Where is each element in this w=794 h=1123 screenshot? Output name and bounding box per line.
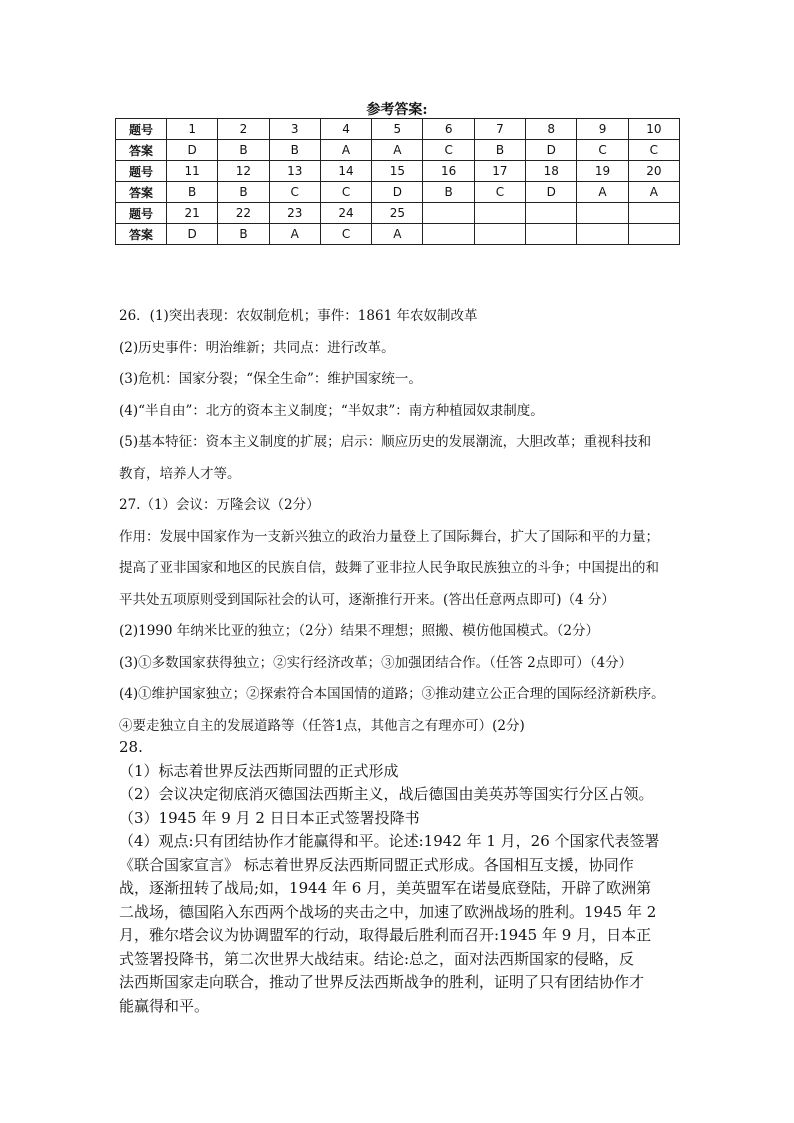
table-cell: 11 bbox=[167, 161, 218, 182]
table-cell: D bbox=[167, 140, 218, 161]
answer-line: 教育，培养人才等。 bbox=[119, 465, 241, 482]
answer-line: (4)“半自由”：北方的资本主义制度；“半奴隶”：南方种植园奴隶制度。 bbox=[119, 402, 544, 419]
table-cell: D bbox=[372, 182, 423, 203]
table-row bbox=[116, 119, 680, 140]
answer-line: （4）观点:只有团结协作才能赢得和平。论述:1942 年 1 月，26 个国家代表签署 bbox=[119, 832, 660, 850]
table-cell: 7 bbox=[474, 119, 525, 140]
table-cell: 5 bbox=[372, 119, 423, 140]
table-cell: C bbox=[628, 140, 679, 161]
answers-26-27 bbox=[119, 301, 689, 742]
answer-line: (2)1990 年纳米比亚的独立；（2分）结果不理想；照搬、模仿他国模式。（2分） bbox=[119, 623, 599, 639]
row-label-answer: 答案 bbox=[116, 140, 167, 161]
table-cell: 21 bbox=[167, 203, 218, 224]
table-cell: A bbox=[269, 224, 320, 245]
table-row bbox=[116, 182, 680, 203]
table-cell: 6 bbox=[423, 119, 474, 140]
table-cell: A bbox=[628, 182, 679, 203]
row-label-question-number: 题号 bbox=[116, 161, 167, 182]
answer-key-table bbox=[115, 118, 680, 245]
table-cell: 25 bbox=[372, 203, 423, 224]
table-row bbox=[116, 224, 680, 245]
table-cell: A bbox=[372, 140, 423, 161]
table-cell bbox=[577, 203, 628, 224]
answer-line: 能赢得和平。 bbox=[119, 996, 210, 1015]
answers-28 bbox=[119, 736, 699, 1018]
row-label-answer: 答案 bbox=[116, 182, 167, 203]
table-cell: B bbox=[474, 140, 525, 161]
table-cell bbox=[423, 224, 474, 245]
answer-line: 二战场，德国陷入东西两个战场的夹击之中，加速了欧洲战场的胜利。1945 年 2 bbox=[119, 902, 657, 921]
table-cell: A bbox=[372, 224, 423, 245]
table-cell bbox=[474, 203, 525, 224]
table-cell bbox=[526, 224, 577, 245]
answer-key-heading: 参考答案: bbox=[366, 102, 428, 118]
table-cell: A bbox=[577, 182, 628, 203]
table-cell: 2 bbox=[218, 119, 269, 140]
answer-line: 28. bbox=[119, 738, 143, 756]
table-cell bbox=[474, 224, 525, 245]
answer-line: (5)基本特征：资本主义制度的扩展；启示：顺应历史的发展潮流，大胆改革；重视科技和 bbox=[119, 434, 652, 450]
table-cell: C bbox=[269, 182, 320, 203]
table-cell: 1 bbox=[167, 119, 218, 140]
table-cell: 16 bbox=[423, 161, 474, 182]
table-cell: B bbox=[218, 140, 269, 161]
table-cell bbox=[526, 203, 577, 224]
table-cell: C bbox=[320, 224, 371, 245]
table-cell: A bbox=[320, 140, 371, 161]
answer-line: （3）1945 年 9 月 2 日日本正式签署投降书 bbox=[119, 808, 420, 827]
answer-line: 法西斯国家走向联合，推动了世界反法西斯战争的胜利，证明了只有团结协作才 bbox=[119, 973, 645, 991]
table-cell: B bbox=[218, 224, 269, 245]
table-cell: 10 bbox=[628, 119, 679, 140]
table-row bbox=[116, 140, 680, 161]
table-cell: 12 bbox=[218, 161, 269, 182]
table-cell bbox=[577, 224, 628, 245]
answer-line: 提高了亚非国家和地区的民族自信，鼓舞了亚非拉人民争取民族独立的斗争；中国提出的和 bbox=[119, 560, 659, 576]
table-cell: 19 bbox=[577, 161, 628, 182]
answer-line: (2)历史事件：明治维新；共同点：进行改革。 bbox=[119, 339, 395, 356]
table-cell: 4 bbox=[320, 119, 371, 140]
answer-line: 《联合国家宣言》 标志着世界反法西斯同盟正式形成。各国相互支援，协同作 bbox=[119, 855, 634, 874]
table-cell: 20 bbox=[628, 161, 679, 182]
answer-line: (4)①维护国家独立；②探索符合本国国情的道路；③推动建立公正合理的国际经济新秩序。 bbox=[119, 686, 665, 702]
table-cell: B bbox=[218, 182, 269, 203]
table-cell: 13 bbox=[269, 161, 320, 182]
table-cell: C bbox=[320, 182, 371, 203]
table-cell: 15 bbox=[372, 161, 423, 182]
table-cell: B bbox=[269, 140, 320, 161]
answer-line: (3)危机：国家分裂；“保全生命”：维护国家统一。 bbox=[119, 371, 422, 387]
row-label-question-number: 题号 bbox=[116, 119, 167, 140]
answer-line: 作用：发展中国家作为一支新兴独立的政治力量登上了国际舞台，扩大了国际和平的力量； bbox=[119, 528, 659, 545]
answer-line: 27.（1）会议：万隆会议（2分） bbox=[119, 497, 320, 513]
table-cell: 17 bbox=[474, 161, 525, 182]
answer-line: (3)①多数国家获得独立；②实行经济改革；③加强团结合作。（任答 2点即可）（4分） bbox=[119, 654, 633, 671]
answer-line: 平共处五项原则受到国际社会的认可，逐渐推行开来。(答出任意两点即可)（4 分） bbox=[119, 591, 615, 608]
table-cell: 9 bbox=[577, 119, 628, 140]
table-row bbox=[116, 203, 680, 224]
table-row bbox=[116, 161, 680, 182]
table-cell bbox=[423, 203, 474, 224]
table-cell: 3 bbox=[269, 119, 320, 140]
answer-line: 式签署投降书，第二次世界大战结束。结论:总之，面对法西斯国家的侵略，反 bbox=[119, 949, 635, 968]
row-label-question-number: 题号 bbox=[116, 203, 167, 224]
answer-line: （1）标志着世界反法西斯同盟的正式形成 bbox=[119, 761, 399, 780]
answer-line: 26．(1)突出表现：农奴制危机；事件：1861 年农奴制改革 bbox=[119, 308, 478, 324]
table-cell: 14 bbox=[320, 161, 371, 182]
table-cell bbox=[628, 224, 679, 245]
table-cell: C bbox=[577, 140, 628, 161]
table-cell: B bbox=[423, 182, 474, 203]
table-cell: 18 bbox=[526, 161, 577, 182]
answer-line: ④要走独立自主的发展道路等（任答1点，其他言之有理亦可）(2分) bbox=[119, 717, 525, 734]
table-cell: 22 bbox=[218, 203, 269, 224]
answer-line: 战，逐渐扭转了战局;如，1944 年 6 月，美英盟军在诺曼底登陆，开辟了欧洲第 bbox=[119, 879, 652, 897]
table-cell: 8 bbox=[526, 119, 577, 140]
answer-line: 月，雅尔塔会议为协调盟军的行动，取得最后胜利而召开:1945 年 9 月，日本正 bbox=[119, 926, 652, 944]
table-cell: 24 bbox=[320, 203, 371, 224]
table-cell: C bbox=[423, 140, 474, 161]
table-cell: D bbox=[526, 182, 577, 203]
table-cell: C bbox=[474, 182, 525, 203]
row-label-answer: 答案 bbox=[116, 224, 167, 245]
table-cell: 23 bbox=[269, 203, 320, 224]
table-cell: D bbox=[526, 140, 577, 161]
table-cell bbox=[628, 203, 679, 224]
table-cell: B bbox=[167, 182, 218, 203]
table-cell: D bbox=[167, 224, 218, 245]
answer-line: （2）会议决定彻底消灭德国法西斯主义，战后德国由美英苏等国实行分区占领。 bbox=[119, 785, 654, 803]
